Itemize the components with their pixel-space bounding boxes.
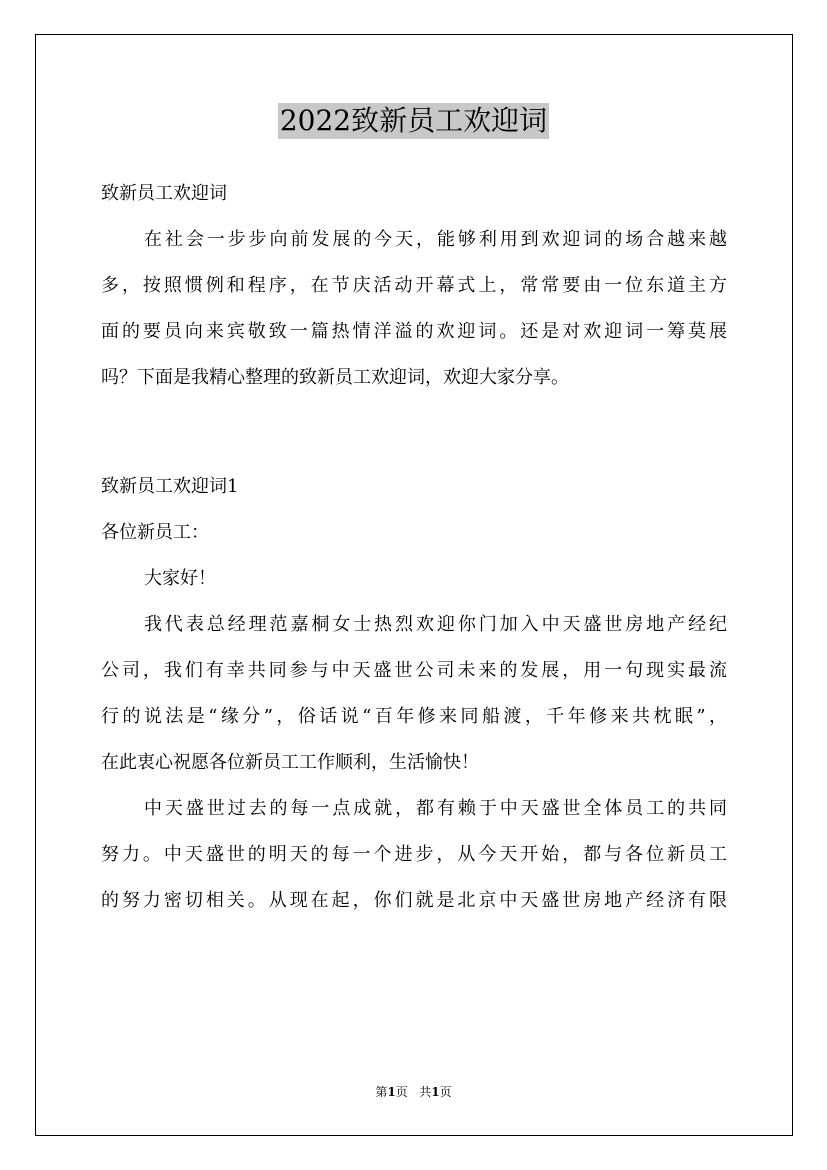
footer-page-suffix: 页 (395, 1085, 408, 1099)
page-footer (0, 1084, 827, 1100)
para1-line-1: 我代表总经理范嘉桐女士热烈欢迎你门加入中天盛世房地产经纪 (144, 614, 727, 635)
para2-line-2: 努力。中天盛世的明天的每一个进步，从今天开始，都与各位新员工 (101, 844, 727, 865)
para1-line-2: 公司，我们有幸共同参与中天盛世公司未来的发展，用一句现实最流 (101, 660, 727, 681)
para2-line-3: 的努力密切相关。从现在起，你们就是北京中天盛世房地产经济有限 (101, 890, 727, 911)
para1-line-4: 在此衷心祝愿各位新员工工作顺利，生活愉快！ (101, 752, 479, 773)
para2-line-1: 中天盛世过去的每一点成就，都有赖于中天盛世全体员工的共同 (144, 798, 727, 819)
footer-total-suffix: 页 (439, 1085, 452, 1099)
footer-page-prefix: 第 (375, 1085, 388, 1099)
intro-line-3: 面的要员向来宾敬致一篇热情洋溢的欢迎词。还是对欢迎词一筹莫展 (101, 321, 727, 342)
salutation: 各位新员工： (101, 522, 209, 543)
document-title: 2022致新员工欢迎词 (279, 104, 548, 137)
footer-page-number: 1 (387, 1085, 396, 1099)
blank-spacer (101, 401, 727, 464)
document-body (101, 171, 727, 924)
document-heading: 致新员工欢迎词 (101, 183, 227, 204)
greeting: 大家好！ (144, 568, 216, 589)
footer-total-prefix: 共 (419, 1085, 432, 1099)
para1-line-3: 行的说法是“缘分”，俗话说“百年修来同船渡，千年修来共枕眠”， (101, 706, 727, 727)
intro-line-4: 吗？下面是我精心整理的致新员工欢迎词，欢迎大家分享。 (101, 367, 569, 388)
section-heading: 致新员工欢迎词1 (101, 476, 239, 497)
footer-total-number: 1 (431, 1085, 440, 1099)
title-container (0, 103, 827, 139)
intro-line-2: 多，按照惯例和程序，在节庆活动开幕式上，常常要由一位东道主方 (101, 275, 727, 296)
intro-line-1: 在社会一步步向前发展的今天，能够利用到欢迎词的场合越来越 (144, 229, 727, 250)
